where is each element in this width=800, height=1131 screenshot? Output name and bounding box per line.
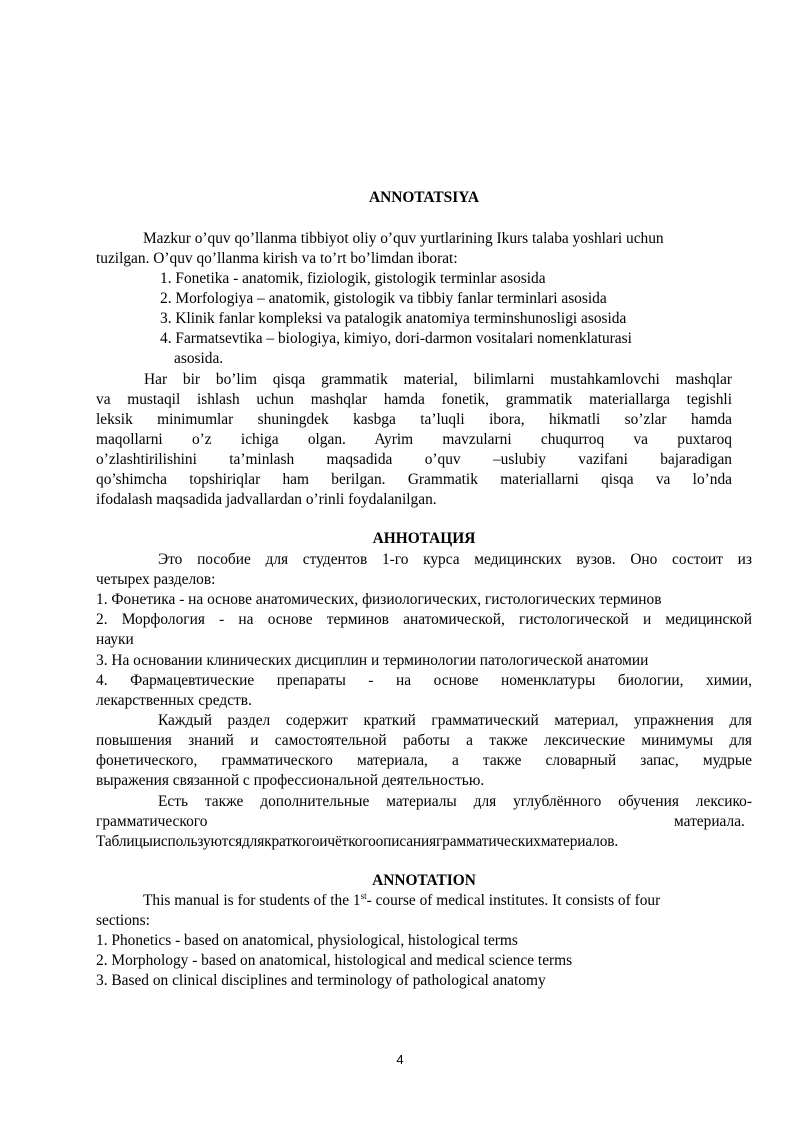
en-heading: ANNOTATION xyxy=(372,872,476,889)
ru-para2-line3: фонетического, грамматического материала, а также словарный запас, мудрые xyxy=(96,752,752,769)
en-intro-text-b: - course of medical institutes. It consists of four xyxy=(366,892,661,909)
ru-para3-line1: Есть также дополнительные материалы для углублённого обучения лексико- xyxy=(158,793,752,810)
en-intro-superscript: st xyxy=(360,890,367,901)
en-item-1: 1. Phonetics - based on anatomical, physiological, histological terms xyxy=(96,932,518,949)
ru-intro-line1: Это пособие для студентов 1-го курса медицинских вузов. Оно состоит из xyxy=(158,551,752,568)
en-item-2: 2. Morphology - based on anatomical, histological and medical science terms xyxy=(96,952,573,969)
ru-intro-line2: четырех разделов: xyxy=(96,571,216,588)
ru-para2-line4: выражения связанной с профессиональной деятельностью. xyxy=(96,772,485,789)
uz-para2-line2: va mustaqil ishlash uchun mashqlar hamda fonetik, grammatik materiallarga tegishli xyxy=(96,391,732,408)
ru-para3-line2-right: материала. xyxy=(674,813,745,830)
ru-para2-line2: повышения знаний и самостоятельной работы а также лексические минимумы для xyxy=(96,732,752,749)
ru-item-2-line2: науки xyxy=(96,631,134,648)
ru-para2-line1: Каждый раздел содержит краткий грамматический материал, упражнения для xyxy=(158,712,752,729)
en-intro-line1 xyxy=(143,891,660,911)
uz-item-3: 3. Klinik fanlar kompleksi va patalogik anatomiya terminshunosligi asosida xyxy=(160,310,627,327)
page-number: 4 xyxy=(396,1052,404,1067)
ru-item-4-line2: лекарственных средств. xyxy=(96,692,252,709)
ru-item-3: 3. На основании клинических дисциплин и терминологии патологической анатомии xyxy=(96,652,649,669)
uz-item-2: 2. Morfologiya – anatomik, gistologik va tibbiy fanlar terminlari asosida xyxy=(160,290,607,307)
ru-heading: АННОТАЦИЯ xyxy=(372,530,476,547)
uz-para2-line1: Har bir bo’lim qisqa grammatik material, bilimlarni mustahkamlovchi mashqlar xyxy=(144,371,732,388)
ru-item-2-line1: 2. Морфология - на основе терминов анатомической, гистологической и медицинской xyxy=(96,611,752,628)
uz-intro-line1: Mazkur o’quv qo’llanma tibbiyot oliy o’quv yurtlarining Ikurs talaba yoshlari uchun xyxy=(143,230,664,247)
uz-heading: ANNOTATSIYA xyxy=(368,189,480,206)
uz-item-1: 1. Fonetika - anatomik, fiziologik, gistologik terminlar asosida xyxy=(160,270,546,287)
uz-intro-line2: tuzilgan. O’quv qo’llanma kirish va to’rt bo’limdan iborat: xyxy=(96,250,458,267)
en-intro-line2: sections: xyxy=(96,912,150,929)
ru-para3-line3: Таблицыиспользуютсядлякраткогоичёткогоописанияграмматическихматериалов. xyxy=(96,833,619,850)
uz-para2-line3: leksik minimumlar shuningdek kasbga ta’luqli ibora, hikmatli so’zlar hamda xyxy=(96,411,732,428)
uz-para2-last: ifodalash maqsadida jadvallardan o’rinli foydalanilgan. xyxy=(96,491,437,508)
ru-item-1: 1. Фонетика - на основе анатомических, физиологических, гистологических терминов xyxy=(96,591,662,608)
uz-para2-line6: qo’shimcha topshiriqlar ham berilgan. Grammatik materiallarni qisqa va lo’nda xyxy=(96,471,732,488)
uz-para2-line5: o’zlashtirilishini ta’minlash maqsadida o’quv –uslubiy vazifani bajaradigan xyxy=(96,451,732,468)
ru-para3-line2-left: грамматического xyxy=(96,813,208,830)
en-intro-text-a: This manual is for students of the 1 xyxy=(143,892,361,909)
ru-item-4-line1: 4. Фармацевтические препараты - на основе номенклатуры биологии, химии, xyxy=(96,672,752,689)
en-item-3: 3. Based on clinical disciplines and terminology of pathological anatomy xyxy=(96,972,546,989)
uz-item-4: 4. Farmatsevtika – biologiya, kimiyo, dori-darmon vositalari nomenklaturasi xyxy=(160,330,632,347)
uz-para2-line4: maqollarni o’z ichiga olgan. Ayrim mavzularni chuqurroq va puxtaroq xyxy=(96,431,732,448)
uz-item-4-cont: asosida. xyxy=(174,350,224,367)
